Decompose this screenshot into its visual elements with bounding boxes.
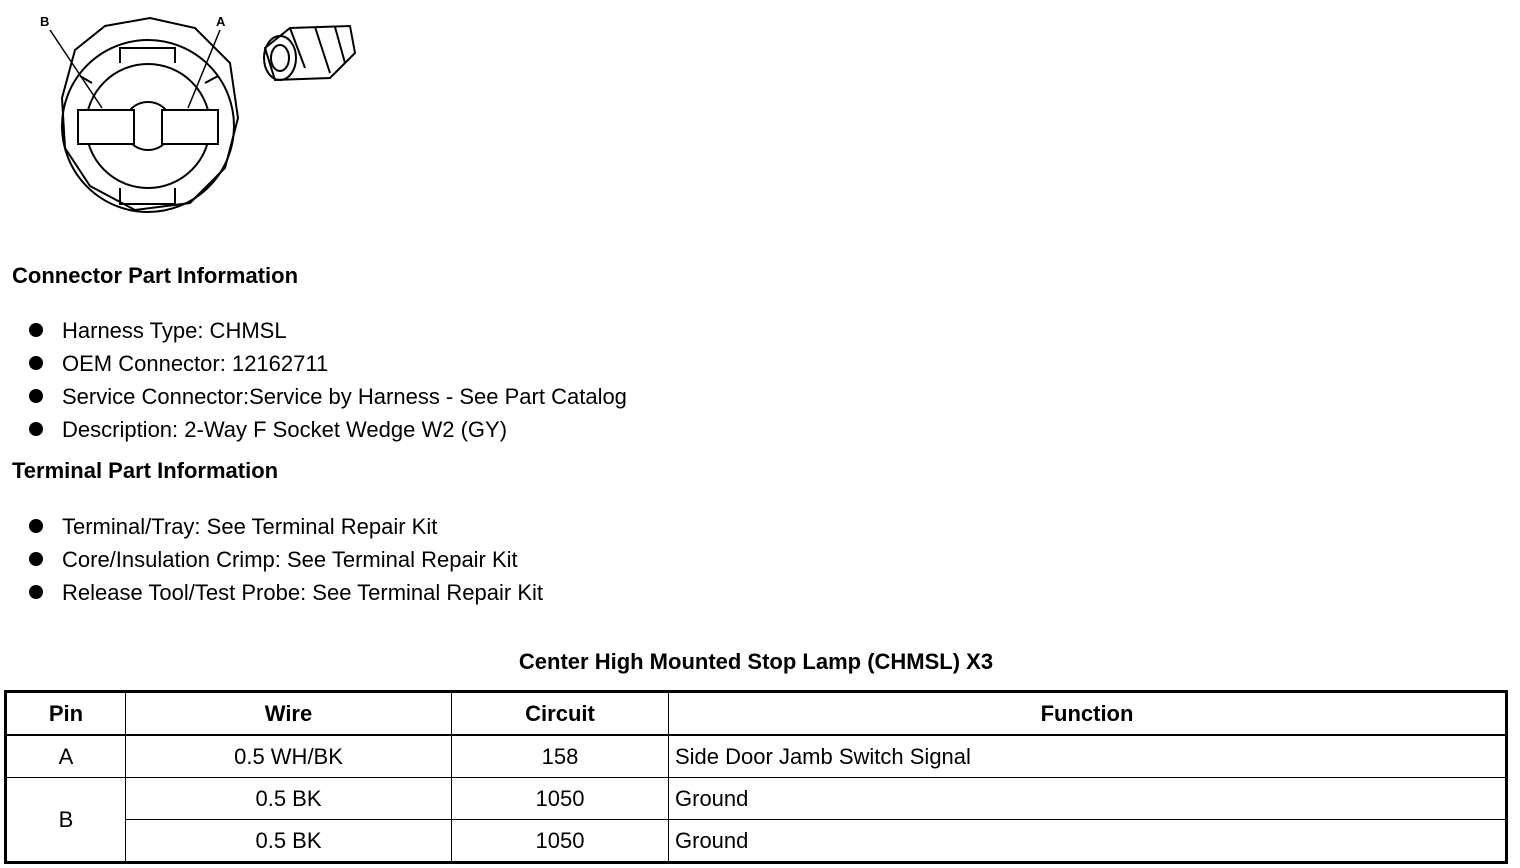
bullet-icon bbox=[29, 323, 43, 337]
bullet-icon bbox=[29, 356, 43, 370]
cell-wire: 0.5 BK bbox=[126, 820, 452, 863]
connector-part-list bbox=[28, 314, 627, 446]
terminal-part-heading: Terminal Part Information bbox=[12, 458, 279, 483]
cell-wire: 0.5 WH/BK bbox=[126, 735, 452, 778]
callout-line-b bbox=[50, 30, 102, 108]
cell-pin: A bbox=[6, 735, 126, 778]
cell-function: Side Door Jamb Switch Signal bbox=[669, 735, 1507, 778]
table-row bbox=[6, 735, 1507, 778]
top-tab bbox=[120, 48, 175, 63]
bullet-icon bbox=[29, 519, 43, 533]
list-item: Core/Insulation Crimp: See Terminal Repair Kit bbox=[28, 543, 543, 576]
table-row bbox=[6, 778, 1507, 820]
terminal-b bbox=[78, 110, 134, 144]
bullet-icon bbox=[29, 389, 43, 403]
cell-pin: B bbox=[6, 778, 126, 863]
cell-circuit: 1050 bbox=[452, 778, 669, 820]
connector-part-heading: Connector Part Information bbox=[12, 263, 299, 288]
bullet-icon bbox=[29, 585, 43, 599]
callout-line-a bbox=[188, 30, 220, 108]
header-wire: Wire bbox=[126, 692, 452, 736]
bottom-tab bbox=[120, 188, 175, 204]
table-row bbox=[6, 820, 1507, 863]
connector-illustration bbox=[30, 8, 370, 218]
list-item: Service Connector:Service by Harness - See Part Catalog bbox=[28, 380, 627, 413]
header-function: Function bbox=[669, 692, 1507, 736]
list-item: Description: 2-Way F Socket Wedge W2 (GY) bbox=[28, 413, 627, 446]
pinout-table bbox=[4, 690, 1508, 864]
list-item: Terminal/Tray: See Terminal Repair Kit bbox=[28, 510, 543, 543]
bullet-icon bbox=[29, 422, 43, 436]
right-tab bbox=[205, 76, 218, 83]
cell-circuit: 1050 bbox=[452, 820, 669, 863]
header-circuit: Circuit bbox=[452, 692, 669, 736]
table-header-row bbox=[6, 692, 1507, 736]
list-item: OEM Connector: 12162711 bbox=[28, 347, 627, 380]
connector-diagram bbox=[30, 8, 370, 218]
terminal-a bbox=[162, 110, 218, 144]
side-connector bbox=[264, 26, 355, 80]
callout-label-a: A bbox=[216, 14, 226, 29]
cell-wire: 0.5 BK bbox=[126, 778, 452, 820]
cell-function: Ground bbox=[669, 820, 1507, 863]
header-pin: Pin bbox=[6, 692, 126, 736]
list-item: Harness Type: CHMSL bbox=[28, 314, 627, 347]
table-title: Center High Mounted Stop Lamp (CHMSL) X3 bbox=[518, 649, 994, 674]
terminal-part-list bbox=[28, 510, 543, 609]
bullet-icon bbox=[29, 552, 43, 566]
cell-function: Ground bbox=[669, 778, 1507, 820]
cell-circuit: 158 bbox=[452, 735, 669, 778]
callout-label-b: B bbox=[40, 14, 50, 29]
list-item: Release Tool/Test Probe: See Terminal Repair Kit bbox=[28, 576, 543, 609]
